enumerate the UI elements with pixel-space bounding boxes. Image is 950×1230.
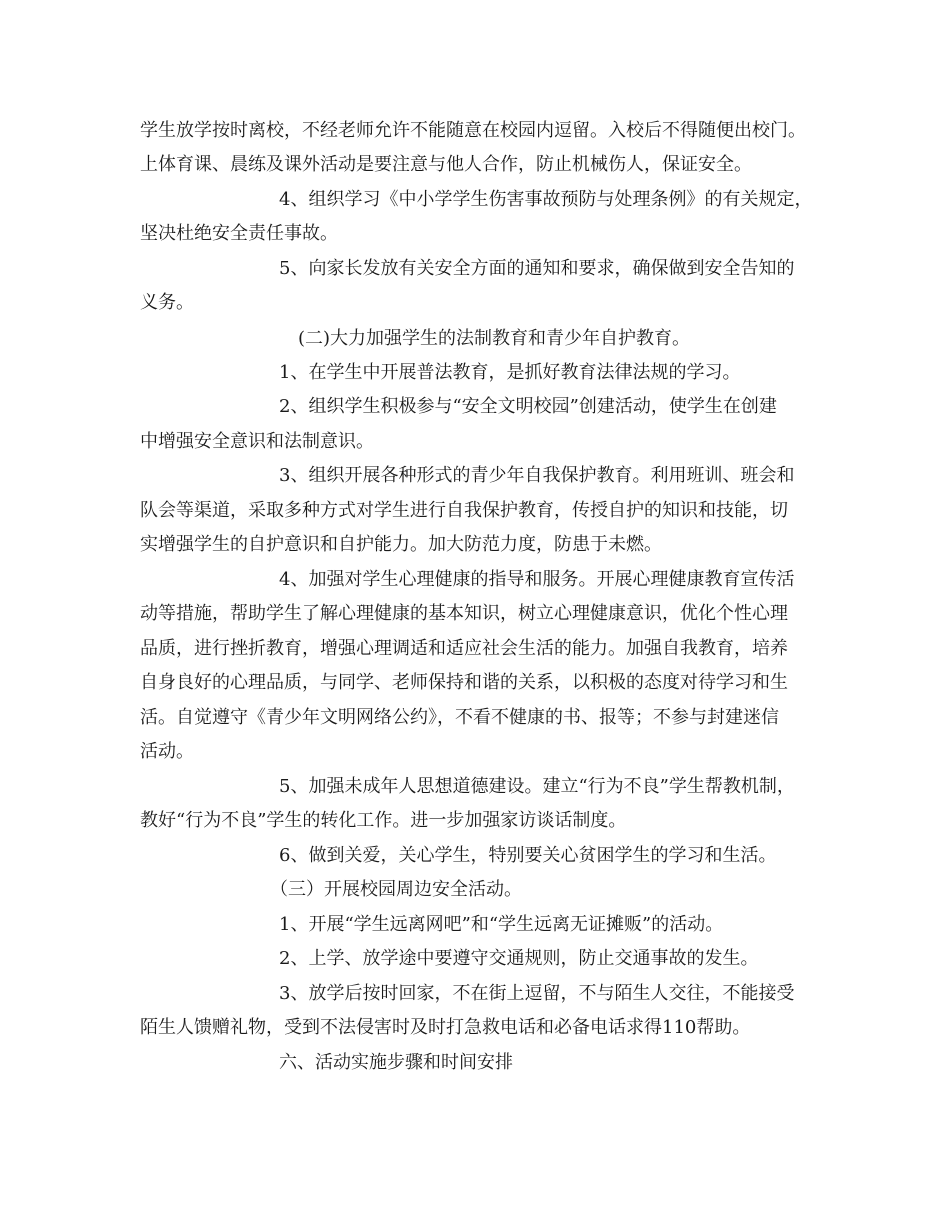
text-line: 3、放学后按时回家，不在街上逗留，不与陌生人交往，不能接受 — [279, 983, 795, 1004]
text-line: 6、做到关爱，关心学生，特别要关心贫困学生的学习和生活。 — [279, 845, 777, 866]
text-line: 义务。 — [140, 292, 194, 313]
text-line: 教好“行为不良”学生的转化工作。进一步加强家访谈话制度。 — [140, 810, 627, 831]
text-line: 队会等渠道，采取多种方式对学生进行自我保护教育，传授自护的知识和技能，切 — [140, 500, 788, 521]
text-line: 5、向家长发放有关安全方面的通知和要求，确保做到安全告知的 — [279, 258, 795, 279]
text-line: 5、加强未成年人思想道德建设。建立“行为不良”学生帮教机制， — [279, 776, 795, 797]
text-line: 2、组织学生积极参与“安全文明校园”创建活动，使学生在创建 — [279, 396, 777, 417]
text-line: 上体育课、晨练及课外活动是要注意与他人合作，防止机械伤人，保证安全。 — [140, 154, 752, 175]
text-line: 活动。 — [140, 741, 194, 762]
text-line: 动等措施，帮助学生了解心理健康的基本知识，树立心理健康意识，优化个性心理 — [140, 603, 788, 624]
text-line: 学生放学按时离校，不经老师允许不能随意在校园内逗留。入校后不得随便出校门。 — [140, 120, 806, 141]
text-line: 1、在学生中开展普法教育，是抓好教育法律法规的学习。 — [279, 362, 741, 383]
text-line: 3、组织开展各种形式的青少年自我保护教育。利用班训、班会和 — [279, 465, 795, 486]
text-line: 4、组织学习《中小学学生伤害事故预防与处理条例》的有关规定， — [279, 189, 813, 210]
section-heading: (二)大力加强学生的法制教育和青少年自护教育。 — [298, 328, 691, 349]
text-line: 陌生人馈赠礼物，受到不法侵害时及时打急救电话和必备电话求得110帮助。 — [140, 1017, 751, 1038]
text-line: 4、加强对学生心理健康的指导和服务。开展心理健康教育宣传活 — [279, 569, 795, 590]
text-line: 1、开展“学生远离网吧”和“学生远离无证摊贩”的活动。 — [279, 914, 724, 935]
text-line: 2、上学、放学途中要遵守交通规则，防止交通事故的发生。 — [279, 948, 759, 969]
section-heading: （三）开展校园周边安全活动。 — [270, 879, 522, 900]
text-line: 自身良好的心理品质，与同学、老师保持和谐的关系，以积极的态度对待学习和生 — [140, 672, 788, 693]
text-line: 坚决杜绝安全责任事故。 — [140, 223, 338, 244]
section-heading: 六、活动实施步骤和时间安排 — [279, 1052, 513, 1073]
text-line: 活。自觉遵守《青少年文明网络公约》，不看不健康的书、报等；不参与封建迷信 — [140, 707, 779, 728]
text-line: 实增强学生的自护意识和自护能力。加大防范力度，防患于未燃。 — [140, 534, 662, 555]
text-line: 中增强安全意识和法制意识。 — [140, 431, 374, 452]
text-line: 品质，进行挫折教育，增强心理调适和适应社会生活的能力。加强自我教育，培养 — [140, 638, 788, 659]
